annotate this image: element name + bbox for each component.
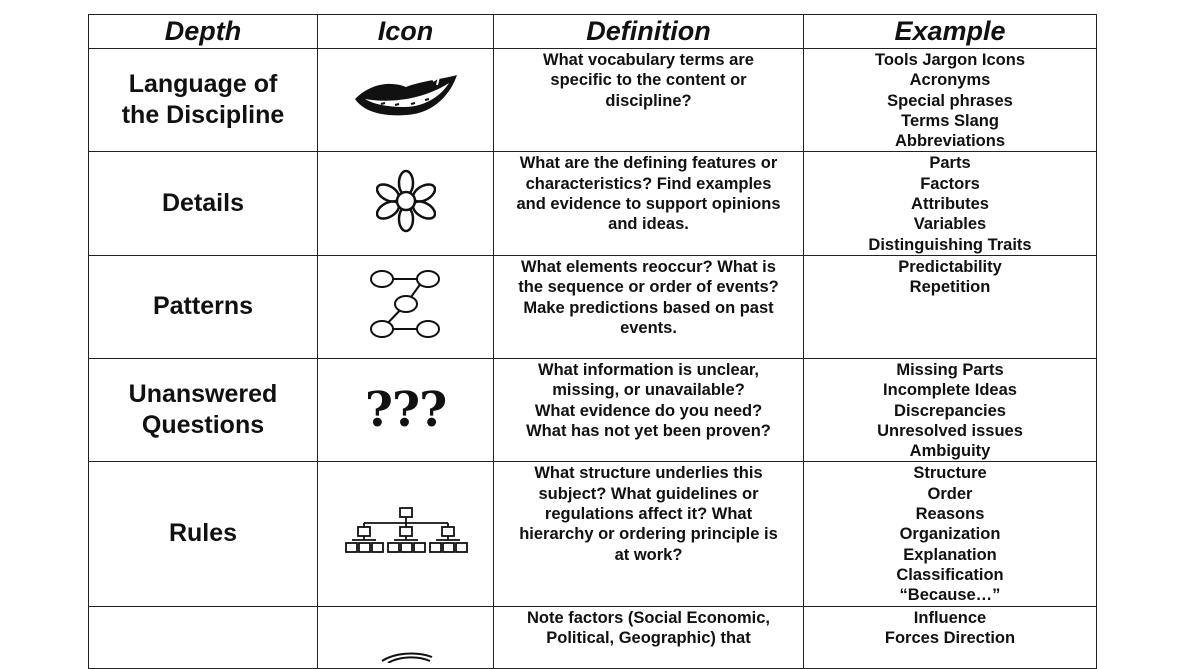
example-item: Predictability	[898, 257, 1002, 276]
table-row-language-of-the-discipline	[89, 49, 1097, 152]
depth-cell	[89, 606, 318, 668]
example-item: Tools Jargon Icons	[874, 51, 1026, 69]
header-icon: Icon	[318, 15, 494, 49]
table-row-rules	[89, 462, 1097, 606]
example-item: Organization	[899, 525, 1001, 544]
depth-label: Language of	[128, 70, 278, 99]
pattern-nodes-icon	[366, 326, 446, 343]
header-definition: Definition	[494, 15, 804, 49]
example-item: Reasons	[915, 505, 985, 524]
example-item: Missing Parts	[896, 360, 1004, 379]
example-cell	[804, 152, 1097, 255]
table	[88, 14, 1097, 669]
definition-line: What are the defining features or	[519, 154, 778, 173]
depth-label: the Discipline	[121, 101, 285, 130]
header-example: Example	[804, 15, 1097, 49]
flower-icon	[376, 220, 436, 237]
definition-line: Political, Geographic) that	[546, 628, 751, 647]
definition-line: What has not yet been proven?	[526, 421, 771, 440]
depth-cell	[89, 255, 318, 358]
depth-label: Details	[162, 189, 244, 218]
definition-cell	[494, 358, 804, 461]
definition-line: Make predictions based on past	[523, 298, 774, 317]
example-item: Special phrases	[887, 91, 1013, 110]
example-item: Forces Direction	[884, 628, 1016, 647]
example-cell	[804, 255, 1097, 358]
definition-line: missing, or unavailable?	[552, 381, 745, 400]
icon-cell	[318, 49, 494, 152]
hierarchy-chart-icon	[344, 543, 468, 560]
example-item: Terms Slang	[901, 111, 999, 130]
table-row-details	[89, 152, 1097, 255]
definition-cell	[494, 49, 804, 152]
table-row-unanswered-questions	[89, 358, 1097, 461]
example-item: Structure	[913, 464, 987, 483]
depth-label: Unanswered	[128, 380, 278, 409]
example-item: Classification	[896, 565, 1004, 584]
definition-line: the sequence or order of events?	[518, 278, 779, 297]
example-item: Incomplete Ideas	[883, 381, 1017, 400]
definition-line: What structure underlies this	[534, 464, 763, 483]
table-row-patterns	[89, 255, 1097, 358]
icon-cell	[318, 358, 494, 461]
example-cell	[804, 358, 1097, 461]
depth-cell	[89, 49, 318, 152]
depth-cell	[89, 152, 318, 255]
depth-label: Rules	[168, 519, 238, 548]
definition-line: discipline?	[605, 91, 692, 110]
definition-cell	[494, 255, 804, 358]
example-cell	[804, 462, 1097, 606]
header-row	[89, 15, 1097, 49]
depth-cell	[89, 358, 318, 461]
definition-line: characteristics? Find examples	[525, 174, 772, 193]
table-row-partial-row	[89, 606, 1097, 668]
example-item: Abbreviations	[894, 132, 1006, 151]
example-cell	[804, 606, 1097, 668]
definition-cell	[494, 152, 804, 255]
example-item: Factors	[920, 174, 980, 193]
example-item: Variables	[913, 215, 987, 234]
definition-line: specific to the content or	[550, 71, 747, 90]
example-item: Repetition	[909, 278, 991, 297]
definition-line: What elements reoccur? What is	[521, 257, 776, 276]
definition-line: events.	[620, 318, 677, 337]
scroll-icon	[376, 650, 436, 667]
definition-line: What vocabulary terms are	[543, 51, 754, 69]
definition-cell	[494, 462, 804, 606]
example-item: Influence	[913, 608, 987, 627]
definition-line: regulations affect it? What	[544, 505, 753, 524]
definition-line: at work?	[614, 545, 683, 564]
example-item: Explanation	[903, 545, 997, 564]
depth-cell	[89, 462, 318, 606]
example-item: Parts	[929, 154, 971, 173]
icon-cell	[318, 462, 494, 606]
example-item: Acronyms	[909, 71, 991, 90]
example-item: Ambiguity	[909, 442, 991, 461]
definition-cell	[494, 606, 804, 668]
depth-label: Patterns	[152, 292, 254, 321]
depth-label: Questions	[141, 411, 265, 440]
definition-line: Note factors (Social Economic,	[527, 608, 770, 627]
example-item: “Because…”	[899, 586, 1001, 605]
definition-line: and ideas.	[608, 215, 689, 234]
icon-cell	[318, 606, 494, 668]
definition-line: and evidence to support opinions	[516, 195, 781, 214]
example-item: Discrepancies	[894, 401, 1006, 420]
example-item: Order	[927, 484, 973, 503]
definition-line: What information is unclear,	[538, 360, 759, 379]
lips-icon	[351, 110, 461, 127]
header-depth: Depth	[89, 15, 318, 49]
example-item: Unresolved issues	[877, 421, 1023, 440]
example-cell	[804, 49, 1097, 152]
definition-line: subject? What guidelines or	[538, 484, 759, 503]
icon-cell	[318, 255, 494, 358]
depth-complexity-table	[88, 14, 1096, 669]
icon-cell	[318, 152, 494, 255]
question-marks-icon: ???	[364, 382, 447, 439]
definition-line: hierarchy or ordering principle is	[519, 525, 778, 544]
example-item: Distinguishing Traits	[868, 235, 1032, 254]
definition-line: What evidence do you need?	[534, 401, 763, 420]
example-item: Attributes	[911, 195, 989, 214]
